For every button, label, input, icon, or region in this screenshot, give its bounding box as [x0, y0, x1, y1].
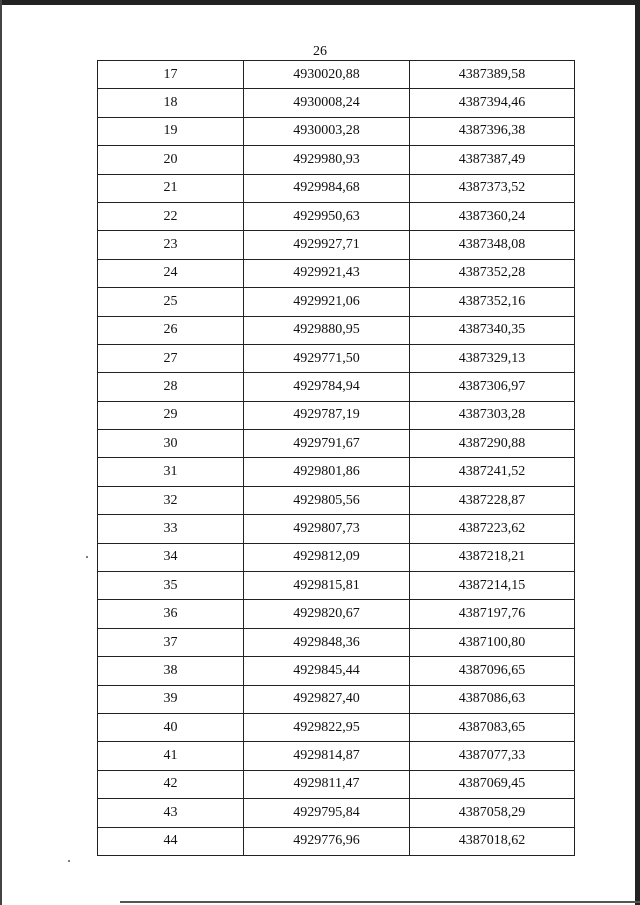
point-number-cell: 43 — [98, 799, 244, 827]
point-number-cell: 22 — [98, 202, 244, 230]
y-coordinate-cell: 4387228,87 — [410, 486, 575, 514]
table-row — [98, 146, 575, 174]
point-number-cell: 31 — [98, 458, 244, 486]
point-number-cell: 28 — [98, 373, 244, 401]
table-row — [98, 430, 575, 458]
x-coordinate-cell: 4929921,43 — [244, 259, 410, 287]
point-number-cell: 25 — [98, 288, 244, 316]
coordinates-table — [97, 60, 575, 856]
table-row — [98, 827, 575, 855]
x-coordinate-cell: 4929787,19 — [244, 401, 410, 429]
x-coordinate-cell: 4929791,67 — [244, 430, 410, 458]
x-coordinate-cell: 4929845,44 — [244, 657, 410, 685]
y-coordinate-cell: 4387303,28 — [410, 401, 575, 429]
point-number-cell: 27 — [98, 344, 244, 372]
point-number-cell: 33 — [98, 515, 244, 543]
x-coordinate-cell: 4929801,86 — [244, 458, 410, 486]
y-coordinate-cell: 4387360,24 — [410, 202, 575, 230]
point-number-cell: 18 — [98, 89, 244, 117]
y-coordinate-cell: 4387058,29 — [410, 799, 575, 827]
x-coordinate-cell: 4930008,24 — [244, 89, 410, 117]
x-coordinate-cell: 4929811,47 — [244, 770, 410, 798]
table-row — [98, 515, 575, 543]
x-coordinate-cell: 4929820,67 — [244, 600, 410, 628]
y-coordinate-cell: 4387083,65 — [410, 713, 575, 741]
y-coordinate-cell: 4387352,16 — [410, 288, 575, 316]
point-number-cell: 38 — [98, 657, 244, 685]
point-number-cell: 40 — [98, 713, 244, 741]
point-number-cell: 21 — [98, 174, 244, 202]
x-coordinate-cell: 4929795,84 — [244, 799, 410, 827]
point-number-cell: 42 — [98, 770, 244, 798]
x-coordinate-cell: 4929984,68 — [244, 174, 410, 202]
y-coordinate-cell: 4387348,08 — [410, 231, 575, 259]
x-coordinate-cell: 4929807,73 — [244, 515, 410, 543]
x-coordinate-cell: 4929827,40 — [244, 685, 410, 713]
point-number-cell: 30 — [98, 430, 244, 458]
y-coordinate-cell: 4387373,52 — [410, 174, 575, 202]
point-number-cell: 44 — [98, 827, 244, 855]
table-row — [98, 259, 575, 287]
table-row — [98, 572, 575, 600]
y-coordinate-cell: 4387214,15 — [410, 572, 575, 600]
x-coordinate-cell: 4930003,28 — [244, 117, 410, 145]
y-coordinate-cell: 4387306,97 — [410, 373, 575, 401]
scan-edge-left — [0, 0, 2, 905]
y-coordinate-cell: 4387218,21 — [410, 543, 575, 571]
point-number-cell: 35 — [98, 572, 244, 600]
x-coordinate-cell: 4929980,93 — [244, 146, 410, 174]
table-row — [98, 628, 575, 656]
y-coordinate-cell: 4387389,58 — [410, 61, 575, 89]
y-coordinate-cell: 4387223,62 — [410, 515, 575, 543]
y-coordinate-cell: 4387394,46 — [410, 89, 575, 117]
x-coordinate-cell: 4929848,36 — [244, 628, 410, 656]
scan-speck — [68, 860, 70, 862]
scan-speck — [86, 556, 88, 558]
x-coordinate-cell: 4929822,95 — [244, 713, 410, 741]
point-number-cell: 19 — [98, 117, 244, 145]
coordinates-table-body — [98, 61, 575, 856]
table-row — [98, 770, 575, 798]
point-number-cell: 41 — [98, 742, 244, 770]
x-coordinate-cell: 4930020,88 — [244, 61, 410, 89]
x-coordinate-cell: 4929814,87 — [244, 742, 410, 770]
point-number-cell: 34 — [98, 543, 244, 571]
point-number-cell: 36 — [98, 600, 244, 628]
page-number: 26 — [313, 44, 327, 59]
x-coordinate-cell: 4929950,63 — [244, 202, 410, 230]
point-number-cell: 17 — [98, 61, 244, 89]
x-coordinate-cell: 4929927,71 — [244, 231, 410, 259]
y-coordinate-cell: 4387329,13 — [410, 344, 575, 372]
scan-edge-top — [0, 0, 640, 5]
table-row — [98, 657, 575, 685]
y-coordinate-cell: 4387096,65 — [410, 657, 575, 685]
table-row — [98, 231, 575, 259]
table-row — [98, 202, 575, 230]
point-number-cell: 29 — [98, 401, 244, 429]
x-coordinate-cell: 4929805,56 — [244, 486, 410, 514]
y-coordinate-cell: 4387018,62 — [410, 827, 575, 855]
y-coordinate-cell: 4387387,49 — [410, 146, 575, 174]
y-coordinate-cell: 4387352,28 — [410, 259, 575, 287]
y-coordinate-cell: 4387396,38 — [410, 117, 575, 145]
point-number-cell: 32 — [98, 486, 244, 514]
table-row — [98, 458, 575, 486]
scan-edge-bottom — [120, 901, 640, 903]
x-coordinate-cell: 4929812,09 — [244, 543, 410, 571]
y-coordinate-cell: 4387197,76 — [410, 600, 575, 628]
x-coordinate-cell: 4929776,96 — [244, 827, 410, 855]
y-coordinate-cell: 4387069,45 — [410, 770, 575, 798]
table-row — [98, 344, 575, 372]
table-row — [98, 61, 575, 89]
table-row — [98, 401, 575, 429]
table-row — [98, 685, 575, 713]
point-number-cell: 37 — [98, 628, 244, 656]
table-row — [98, 89, 575, 117]
point-number-cell: 39 — [98, 685, 244, 713]
scan-edge-right — [635, 0, 640, 905]
x-coordinate-cell: 4929771,50 — [244, 344, 410, 372]
y-coordinate-cell: 4387340,35 — [410, 316, 575, 344]
table-row — [98, 742, 575, 770]
table-row — [98, 288, 575, 316]
table-row — [98, 117, 575, 145]
y-coordinate-cell: 4387086,63 — [410, 685, 575, 713]
table-row — [98, 543, 575, 571]
table-row — [98, 373, 575, 401]
table-row — [98, 713, 575, 741]
point-number-cell: 26 — [98, 316, 244, 344]
table-row — [98, 600, 575, 628]
y-coordinate-cell: 4387290,88 — [410, 430, 575, 458]
y-coordinate-cell: 4387100,80 — [410, 628, 575, 656]
table-row — [98, 799, 575, 827]
table-row — [98, 486, 575, 514]
x-coordinate-cell: 4929784,94 — [244, 373, 410, 401]
y-coordinate-cell: 4387241,52 — [410, 458, 575, 486]
table-row — [98, 174, 575, 202]
point-number-cell: 24 — [98, 259, 244, 287]
point-number-cell: 23 — [98, 231, 244, 259]
y-coordinate-cell: 4387077,33 — [410, 742, 575, 770]
x-coordinate-cell: 4929880,95 — [244, 316, 410, 344]
x-coordinate-cell: 4929921,06 — [244, 288, 410, 316]
table-row — [98, 316, 575, 344]
x-coordinate-cell: 4929815,81 — [244, 572, 410, 600]
point-number-cell: 20 — [98, 146, 244, 174]
